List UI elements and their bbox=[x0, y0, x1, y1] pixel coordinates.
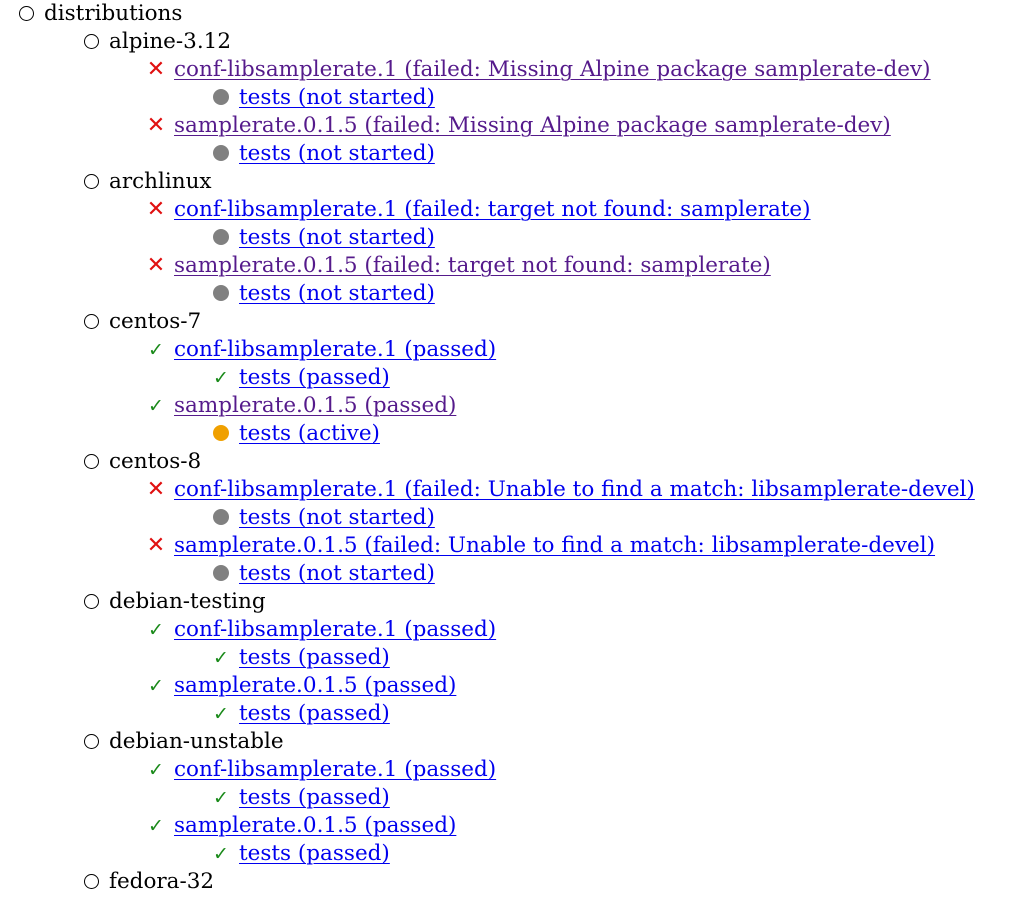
tests-link[interactable]: tests (not started) bbox=[239, 561, 435, 586]
package-link[interactable]: conf-libsamplerate.1 (failed: Unable to find a match: libsamplerate-devel) bbox=[174, 477, 975, 502]
circle-outline-icon bbox=[80, 28, 102, 56]
cross-icon: ✕ bbox=[146, 197, 166, 222]
cross-icon: ✕ bbox=[146, 113, 166, 138]
tests-link[interactable]: tests (passed) bbox=[239, 841, 390, 866]
tests-link[interactable]: tests (active) bbox=[239, 421, 380, 446]
package-link-row bbox=[145, 672, 456, 700]
gray-dot-icon bbox=[210, 224, 232, 252]
checkmark-icon: ✓ bbox=[148, 619, 164, 641]
package-link-row bbox=[145, 756, 496, 784]
distribution-centos-7-row bbox=[80, 308, 201, 336]
package-link-row bbox=[145, 56, 931, 84]
distribution-centos-8-row bbox=[80, 448, 201, 476]
distribution-centos-8: centos-8 bbox=[109, 449, 202, 474]
package-link[interactable]: samplerate.0.1.5 (passed) bbox=[174, 673, 457, 698]
orange-dot-icon bbox=[210, 420, 232, 448]
package-link-row bbox=[145, 392, 456, 420]
checkmark-icon: ✓ bbox=[148, 815, 164, 837]
tests-link-row bbox=[210, 364, 390, 392]
tests-link-row bbox=[210, 140, 435, 168]
cross-icon: ✕ bbox=[146, 57, 166, 82]
checkmark-icon: ✓ bbox=[213, 367, 229, 389]
distribution-alpine-3.12-row bbox=[80, 28, 231, 56]
tests-link[interactable]: tests (not started) bbox=[239, 141, 435, 166]
distribution-debian-testing-row bbox=[80, 588, 266, 616]
checkmark-icon: ✓ bbox=[213, 787, 229, 809]
package-link-row bbox=[145, 532, 935, 560]
tests-link-row bbox=[210, 224, 435, 252]
package-link-row bbox=[145, 476, 975, 504]
gray-dot-icon bbox=[210, 504, 232, 532]
circle-outline-icon bbox=[80, 168, 102, 196]
tests-link[interactable]: tests (passed) bbox=[239, 365, 390, 390]
checkmark-icon: ✓ bbox=[148, 759, 164, 781]
circle-outline-icon bbox=[80, 868, 102, 896]
tests-link-row bbox=[210, 644, 390, 672]
package-link[interactable]: conf-libsamplerate.1 (failed: Missing Alpine package samplerate-dev) bbox=[174, 57, 931, 82]
tests-link-row bbox=[210, 560, 435, 588]
distribution-debian-unstable: debian-unstable bbox=[109, 729, 284, 754]
gray-dot-icon bbox=[210, 560, 232, 588]
distribution-debian-unstable-row bbox=[80, 728, 284, 756]
checkmark-icon: ✓ bbox=[148, 675, 164, 697]
cross-icon: ✕ bbox=[146, 253, 166, 278]
tests-link-row bbox=[210, 280, 435, 308]
tests-link[interactable]: tests (not started) bbox=[239, 85, 435, 110]
tests-link-row bbox=[210, 84, 435, 112]
tests-link-row bbox=[210, 700, 390, 728]
distribution-archlinux-row bbox=[80, 168, 212, 196]
package-link-row bbox=[145, 616, 496, 644]
gray-dot-icon bbox=[210, 84, 232, 112]
circle-outline-icon bbox=[15, 0, 37, 28]
circle-outline-icon bbox=[80, 308, 102, 336]
package-link[interactable]: conf-libsamplerate.1 (failed: target not found: samplerate) bbox=[174, 197, 811, 222]
tests-link-row bbox=[210, 840, 390, 868]
package-link-row bbox=[145, 196, 811, 224]
package-link[interactable]: samplerate.0.1.5 (failed: target not found: samplerate) bbox=[174, 253, 771, 278]
gray-dot-icon bbox=[210, 280, 232, 308]
tests-link-row bbox=[210, 784, 390, 812]
tests-link-row bbox=[210, 504, 435, 532]
package-link[interactable]: samplerate.0.1.5 (passed) bbox=[174, 813, 457, 838]
tests-link-row bbox=[210, 420, 380, 448]
tests-link[interactable]: tests (passed) bbox=[239, 785, 390, 810]
package-link-row bbox=[145, 336, 496, 364]
package-link-row bbox=[145, 112, 891, 140]
checkmark-icon: ✓ bbox=[213, 647, 229, 669]
circle-outline-icon bbox=[80, 588, 102, 616]
distribution-fedora-32-row bbox=[80, 868, 214, 896]
checkmark-icon: ✓ bbox=[148, 395, 164, 417]
tests-link[interactable]: tests (passed) bbox=[239, 701, 390, 726]
distribution-debian-testing: debian-testing bbox=[109, 589, 266, 614]
tests-link[interactable]: tests (passed) bbox=[239, 645, 390, 670]
distribution-alpine-3.12: alpine-3.12 bbox=[109, 29, 232, 54]
distribution-fedora-32: fedora-32 bbox=[109, 869, 215, 894]
package-link[interactable]: samplerate.0.1.5 (passed) bbox=[174, 393, 457, 418]
package-link[interactable]: samplerate.0.1.5 (failed: Unable to find a match: libsamplerate-devel) bbox=[174, 533, 936, 558]
package-link-row bbox=[145, 252, 771, 280]
tests-link[interactable]: tests (not started) bbox=[239, 281, 435, 306]
root-label: distributions bbox=[44, 1, 183, 26]
circle-outline-icon bbox=[80, 448, 102, 476]
checkmark-icon: ✓ bbox=[213, 843, 229, 865]
circle-outline-icon bbox=[80, 728, 102, 756]
tree-root bbox=[15, 0, 182, 28]
package-link[interactable]: conf-libsamplerate.1 (passed) bbox=[174, 337, 497, 362]
package-link-row bbox=[145, 812, 456, 840]
tests-link[interactable]: tests (not started) bbox=[239, 505, 435, 530]
tests-link[interactable]: tests (not started) bbox=[239, 225, 435, 250]
distribution-archlinux: archlinux bbox=[109, 169, 212, 194]
package-link[interactable]: conf-libsamplerate.1 (passed) bbox=[174, 617, 497, 642]
package-link[interactable]: conf-libsamplerate.1 (passed) bbox=[174, 757, 497, 782]
package-link[interactable]: samplerate.0.1.5 (failed: Missing Alpine package samplerate-dev) bbox=[174, 113, 891, 138]
checkmark-icon: ✓ bbox=[213, 703, 229, 725]
checkmark-icon: ✓ bbox=[148, 339, 164, 361]
cross-icon: ✕ bbox=[146, 533, 166, 558]
cross-icon: ✕ bbox=[146, 477, 166, 502]
distribution-centos-7: centos-7 bbox=[109, 309, 202, 334]
gray-dot-icon bbox=[210, 140, 232, 168]
